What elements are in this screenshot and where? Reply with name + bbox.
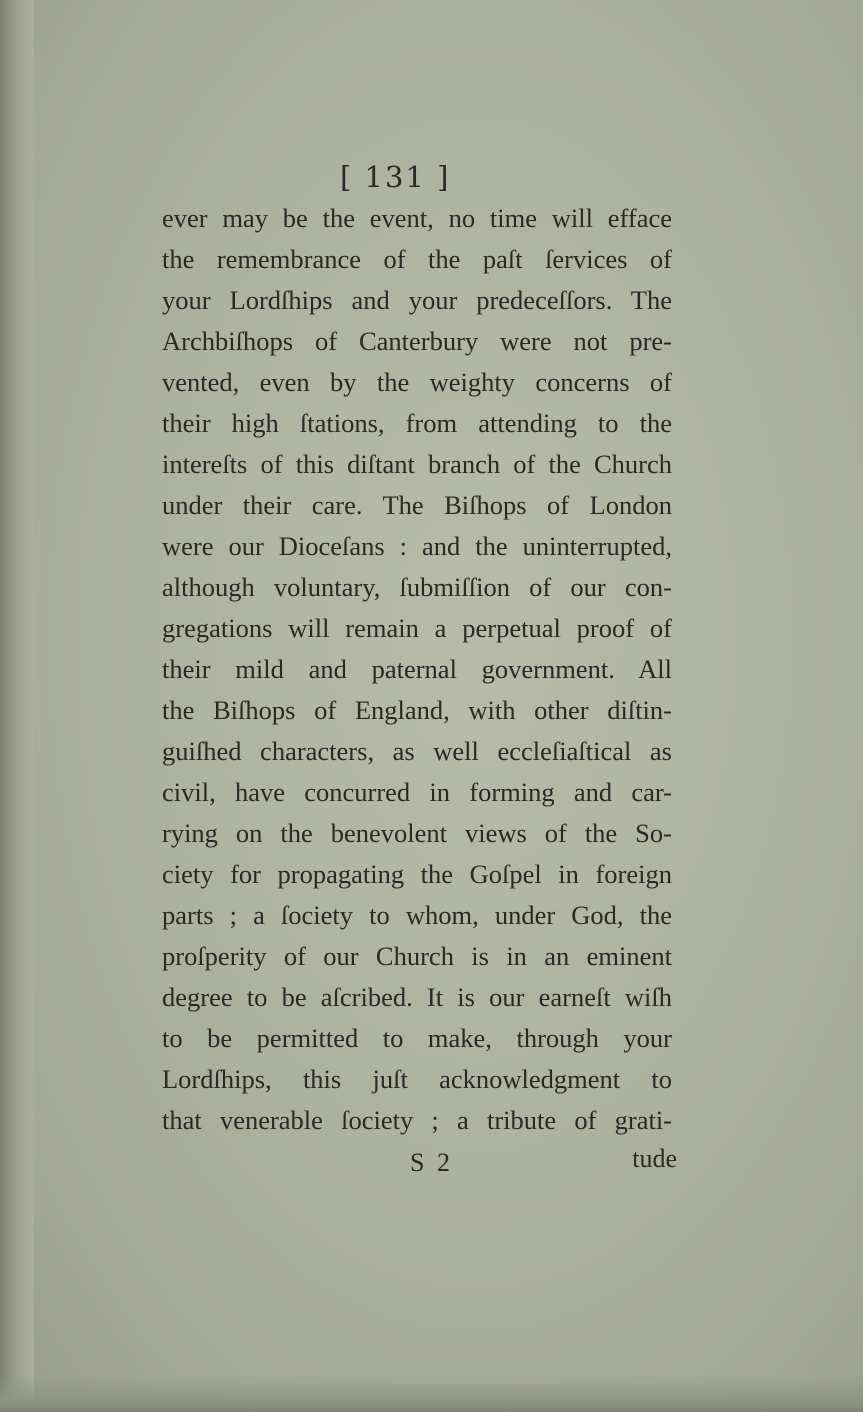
- text-line: Archbiſhops of Canterbury were not pre-: [162, 326, 672, 356]
- text-line: their mild and paternal government. All: [162, 654, 672, 684]
- text-line: vented, even by the weighty concerns of: [162, 367, 672, 397]
- text-line: the remembrance of the paſt ſervices of: [162, 244, 672, 274]
- text-line: ciety for propagating the Goſpel in foreign: [162, 859, 672, 889]
- text-line: gregations will remain a perpetual proof of: [162, 613, 672, 643]
- text-line: your Lordſhips and your predeceſſors. The: [162, 285, 672, 315]
- page-footer: [162, 1144, 677, 1188]
- text-line: that venerable ſociety ; a tribute of grati-: [162, 1105, 672, 1135]
- text-line: Lordſhips, this juſt acknowledgment to: [162, 1064, 672, 1094]
- text-line: to be permitted to make, through your: [162, 1023, 672, 1053]
- text-line: parts ; a ſociety to whom, under God, the: [162, 900, 672, 930]
- text-line: civil, have concurred in forming and car-: [162, 777, 672, 807]
- body-text: [162, 198, 672, 1141]
- text-line: their high ſtations, from attending to the: [162, 408, 672, 438]
- signature-mark: S 2: [410, 1148, 453, 1177]
- text-line: degree to be aſcribed. It is our earneſt wiſh: [162, 982, 672, 1012]
- text-line: rying on the benevolent views of the So-: [162, 818, 672, 848]
- text-line: ever may be the event, no time will efface: [162, 203, 672, 233]
- page-spine-edge: [0, 0, 34, 1412]
- text-line: intereſts of this diſtant branch of the Church: [162, 449, 672, 479]
- text-line: were our Dioceſans : and the uninterrupted,: [162, 531, 672, 561]
- page-number-header: [ 131 ]: [340, 160, 451, 194]
- text-line: guiſhed characters, as well eccleſiaſtical as: [162, 736, 672, 766]
- page-bottom-edge: [0, 1376, 863, 1412]
- text-line: the Biſhops of England, with other diſtin-: [162, 695, 672, 725]
- text-line: although voluntary, ſubmiſſion of our con-: [162, 572, 672, 602]
- text-line: proſperity of our Church is in an eminent: [162, 941, 672, 971]
- catchword: tude: [632, 1144, 677, 1173]
- text-line: under their care. The Biſhops of London: [162, 490, 672, 520]
